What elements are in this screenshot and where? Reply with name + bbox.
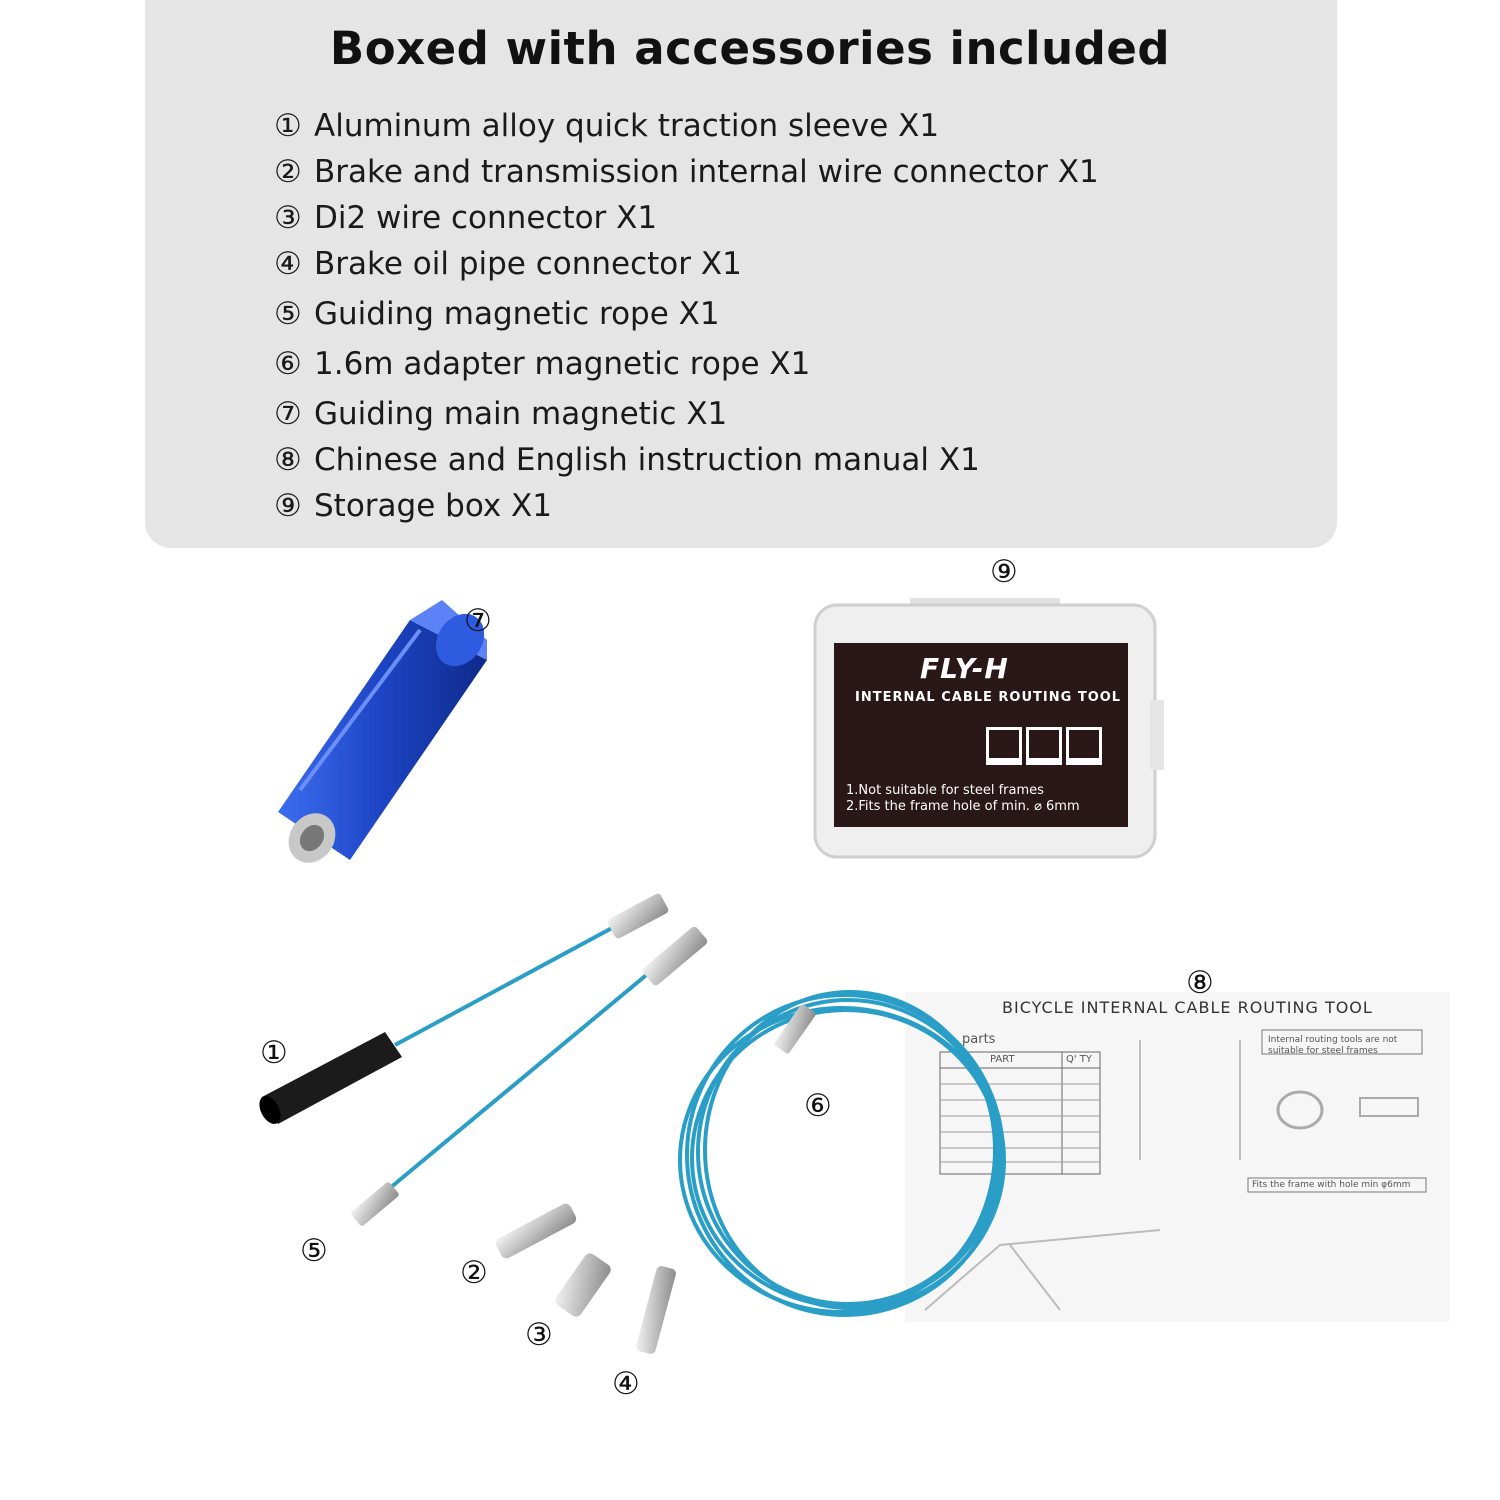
badge-9: ⑨: [990, 554, 1018, 590]
item-number: ②: [274, 154, 302, 190]
item-label: Storage box X1: [314, 488, 552, 524]
manual-part-column: PART: [990, 1054, 1015, 1065]
storage-box: [815, 598, 1164, 857]
manual-warning-hole: Fits the frame with hole min φ6mm: [1252, 1180, 1411, 1190]
item-label: Di2 wire connector X1: [314, 200, 658, 236]
brake-oil-pipe-connector: [635, 1265, 677, 1355]
item-number: ③: [274, 200, 302, 236]
box-note: 1.Not suitable for steel frames: [846, 783, 1044, 798]
manual-parts-heading: parts: [962, 1032, 996, 1047]
badge-3: ③: [525, 1317, 553, 1353]
box-note: 2.Fits the frame hole of min. ⌀ 6mm: [846, 799, 1080, 814]
item-number: ⑨: [274, 488, 302, 524]
item-label: Brake and transmission internal wire connector X1: [314, 154, 1099, 190]
badge-2: ②: [460, 1255, 488, 1291]
item-number: ⑤: [274, 296, 302, 332]
item-label: Guiding main magnetic X1: [314, 396, 728, 432]
manual-qty-column: Q' TY: [1066, 1054, 1093, 1065]
main-magnet-sleeve: [278, 600, 494, 872]
item-label: Chinese and English instruction manual X1: [314, 442, 980, 478]
manual-title: BICYCLE INTERNAL CABLE ROUTING TOOL: [1002, 998, 1373, 1017]
badge-8: ⑧: [1186, 965, 1214, 1001]
item-number: ④: [274, 246, 302, 282]
item-label: Aluminum alloy quick traction sleeve X1: [314, 108, 940, 144]
item-number: ⑥: [274, 346, 302, 382]
badge-7: ⑦: [464, 603, 492, 639]
internal-wire-connector: [494, 1202, 578, 1261]
badge-4: ④: [612, 1366, 640, 1402]
box-subtitle: INTERNAL CABLE ROUTING TOOL: [855, 690, 1122, 705]
box-notes: [846, 783, 1080, 815]
item-number: ①: [274, 108, 302, 144]
badge-6: ⑥: [804, 1088, 832, 1124]
item-label: 1.6m adapter magnetic rope X1: [314, 346, 811, 382]
item-number: ⑧: [274, 442, 302, 478]
item-number: ⑦: [274, 396, 302, 432]
page-title: Boxed with accessories included: [329, 22, 1171, 75]
badge-5: ⑤: [300, 1233, 328, 1269]
item-label: Brake oil pipe connector X1: [314, 246, 742, 282]
badge-1: ①: [260, 1035, 288, 1071]
box-brand-logo: FLY-H: [920, 652, 1009, 685]
manual-warning-steel: Internal routing tools are not suitable for steel frames: [1268, 1035, 1398, 1056]
item-label: Guiding magnetic rope X1: [314, 296, 720, 332]
di2-wire-connector: [553, 1251, 613, 1319]
